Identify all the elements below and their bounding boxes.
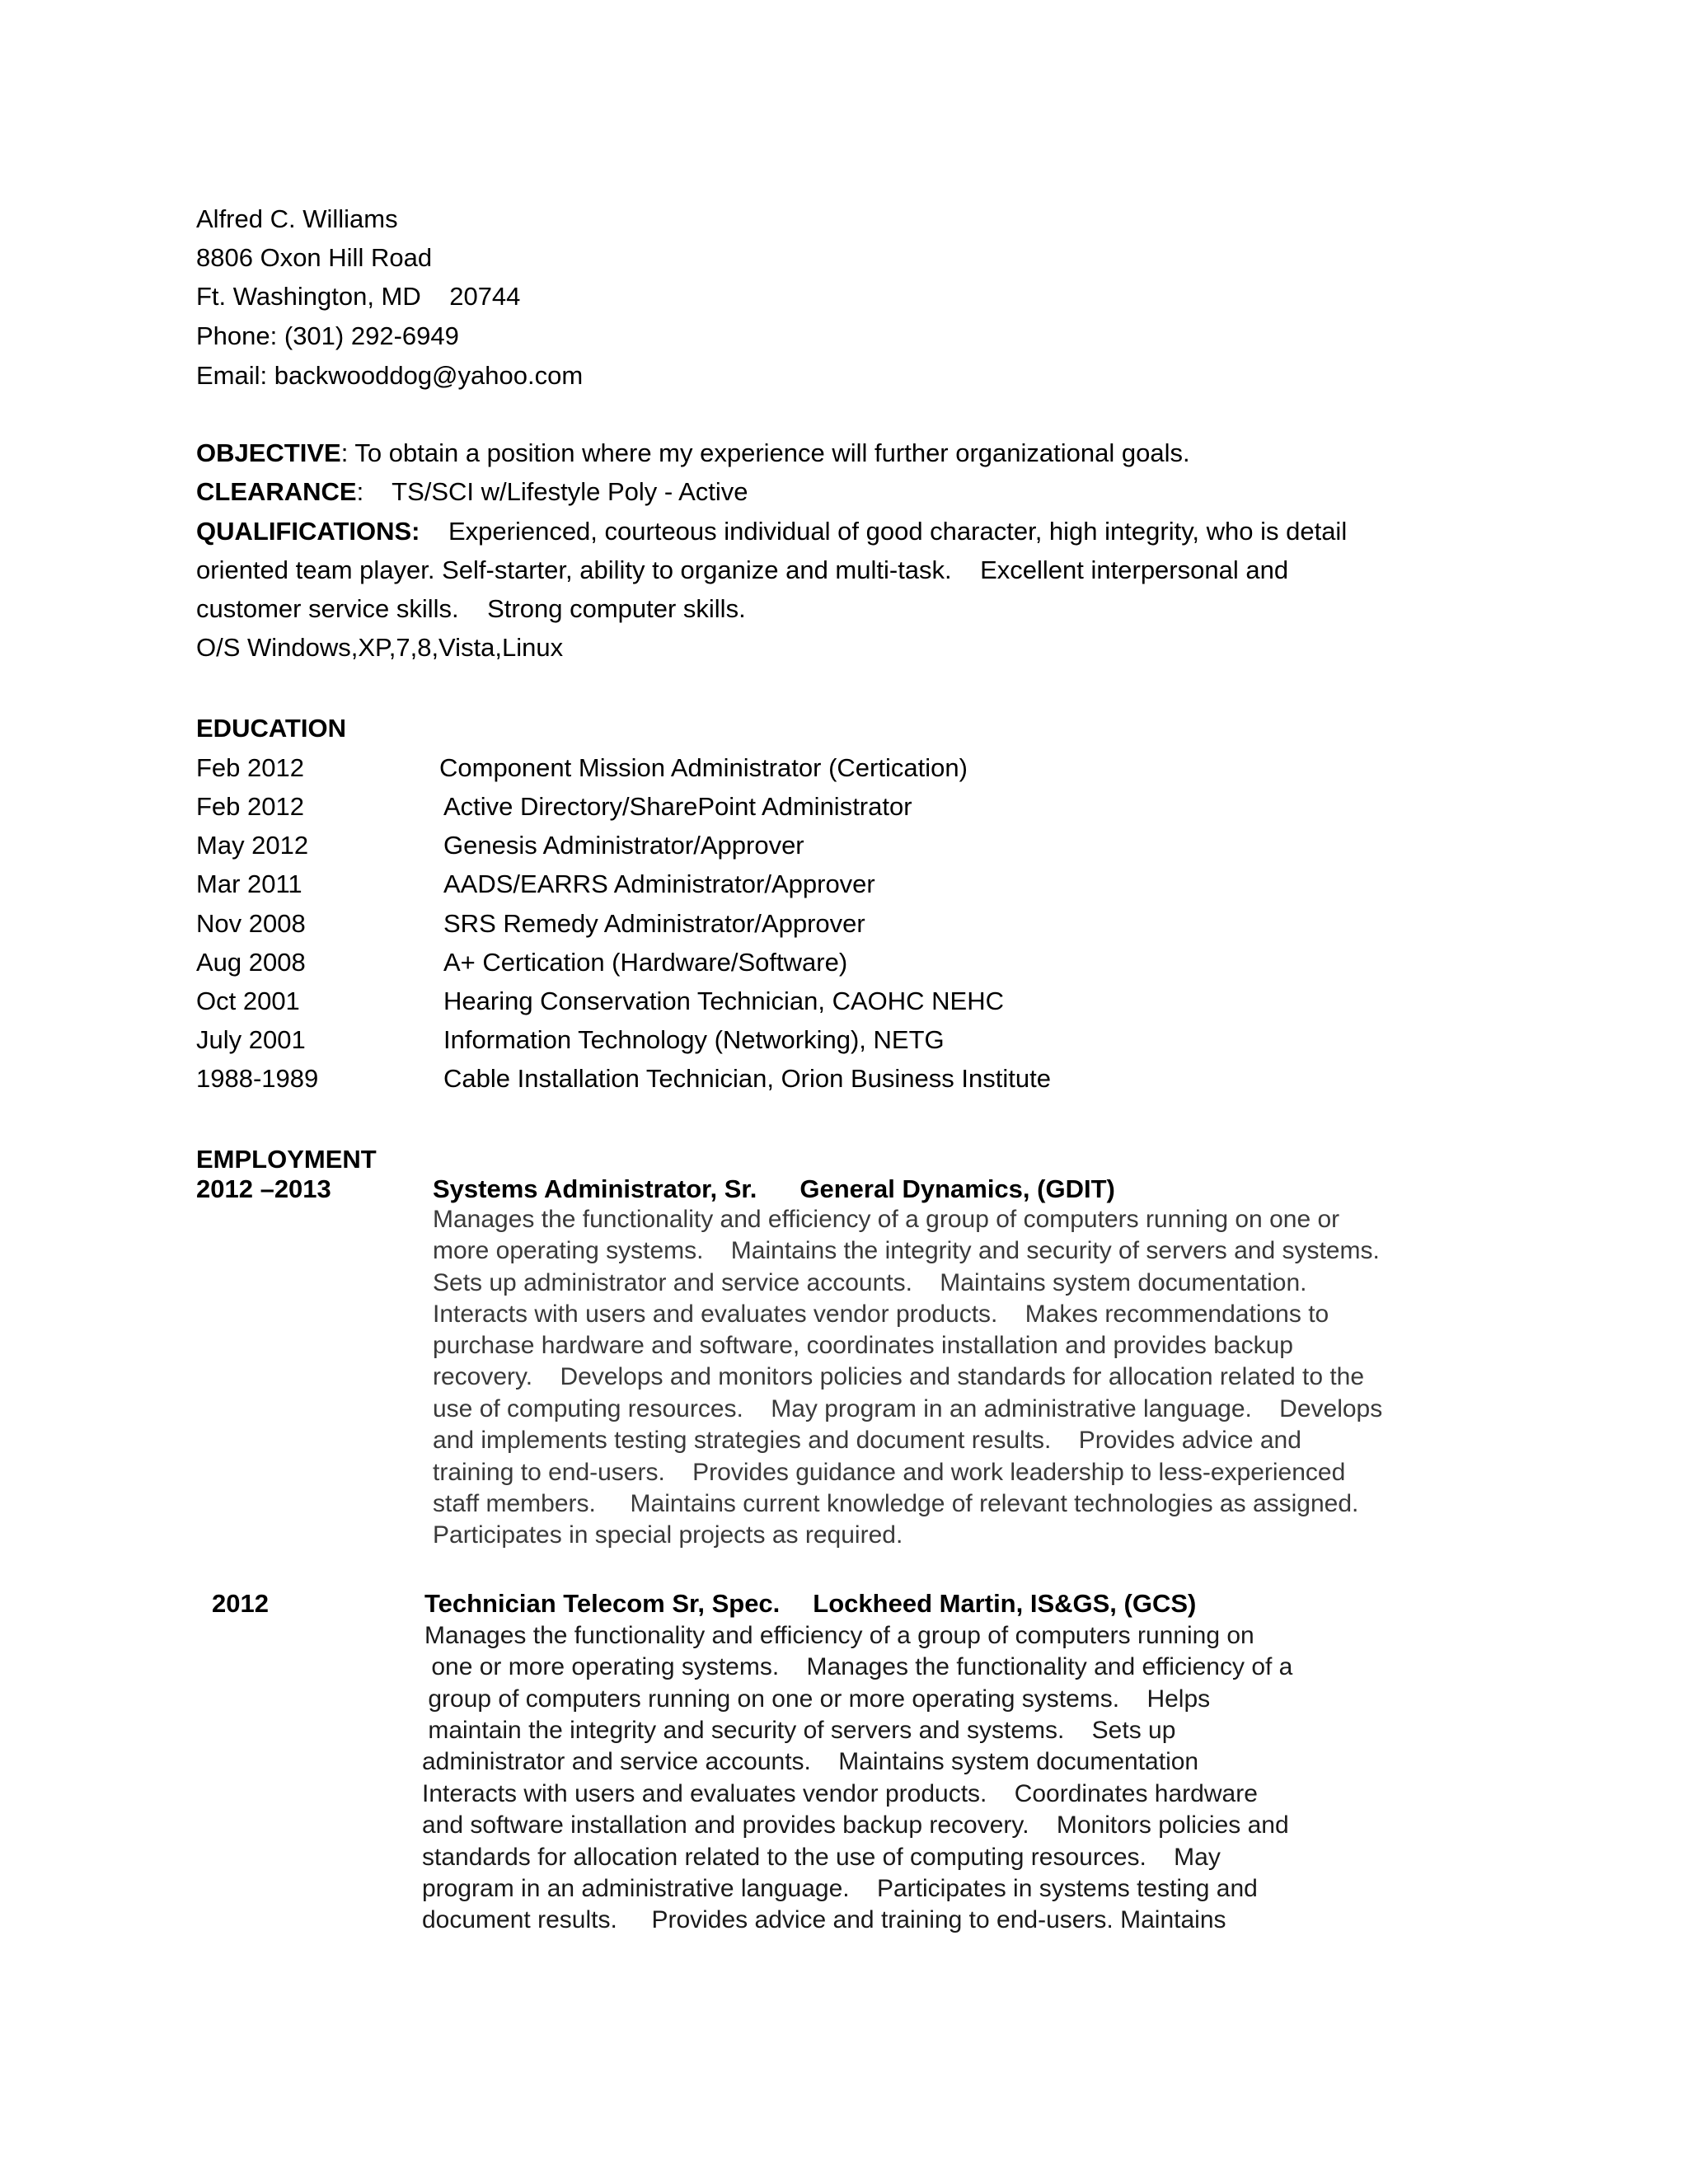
objective-line xyxy=(196,437,1190,470)
job-description-line: Sets up administrator and service accounts. Maintains system documentation. xyxy=(433,1269,1307,1296)
job-description-line: program in an administrative language. Participates in systems testing and xyxy=(422,1875,1258,1902)
contact-city: Ft. Washington, MD 20744 xyxy=(196,282,521,311)
job-description-line: staff members. Maintains current knowledge of relevant technologies as assigned. xyxy=(433,1490,1359,1517)
job-description-line: Participates in special projects as required. xyxy=(433,1521,903,1549)
education-item: Genesis Administrator/Approver xyxy=(443,831,804,860)
qualifications-line-3: customer service skills. Strong computer skills. xyxy=(196,594,746,623)
contact-street: 8806 Oxon Hill Road xyxy=(196,243,433,272)
job-company: General Dynamics, (GDIT) xyxy=(799,1174,1115,1203)
job-description-line: and software installation and provides backup recovery. Monitors policies and xyxy=(422,1811,1289,1839)
job-company: Lockheed Martin, IS&GS, (GCS) xyxy=(813,1589,1197,1618)
job-years: 2012 xyxy=(212,1589,269,1618)
job-header xyxy=(424,1587,1196,1620)
education-date: Aug 2008 xyxy=(196,948,306,977)
job-description-line: Manages the functionality and efficiency of a group of computers running on xyxy=(424,1622,1254,1649)
objective-label: OBJECTIVE xyxy=(196,438,341,467)
job-description-line: one or more operating systems. Manages the functionality and efficiency of a xyxy=(424,1653,1293,1680)
education-row xyxy=(196,946,1185,979)
job-description-line: Manages the functionality and efficiency of a group of computers running on one or xyxy=(433,1206,1340,1233)
job-description-line: purchase hardware and software, coordinates installation and provides backup xyxy=(433,1332,1293,1359)
job-description-line: and implements testing strategies and document results. Provides advice and xyxy=(433,1427,1301,1454)
education-row xyxy=(196,1024,1185,1057)
job-description-line: group of computers running on one or more operating systems. Helps xyxy=(421,1685,1211,1713)
education-date: Oct 2001 xyxy=(196,987,300,1015)
job-description-line: standards for allocation related to the use of computing resources. May xyxy=(422,1844,1221,1871)
education-item: Cable Installation Technician, Orion Business Institute xyxy=(443,1064,1051,1093)
education-row xyxy=(196,985,1185,1018)
contact-name: Alfred C. Williams xyxy=(196,204,398,233)
job-description-line: use of computing resources. May program in an administrative language. Develops xyxy=(433,1395,1383,1422)
education-date: Nov 2008 xyxy=(196,909,306,938)
education-date: 1988-1989 xyxy=(196,1064,319,1093)
job-description-line: maintain the integrity and security of servers and systems. Sets up xyxy=(421,1717,1176,1744)
employment-heading: EMPLOYMENT xyxy=(196,1145,377,1174)
clearance-label: CLEARANCE xyxy=(196,477,357,506)
education-date: May 2012 xyxy=(196,831,309,860)
job-description-line: Interacts with users and evaluates vendor products. Makes recommendations to xyxy=(433,1301,1329,1328)
education-date: Mar 2011 xyxy=(196,869,302,898)
contact-email: Email: backwooddog@yahoo.com xyxy=(196,361,584,390)
education-row xyxy=(196,907,1185,940)
education-row xyxy=(196,868,1185,901)
education-item: SRS Remedy Administrator/Approver xyxy=(443,909,865,938)
job-header xyxy=(433,1173,1115,1206)
qualifications-label: QUALIFICATIONS: xyxy=(196,517,420,546)
education-item: Active Directory/SharePoint Administrator xyxy=(443,792,912,821)
job-title: Technician Telecom Sr, Spec. xyxy=(424,1589,781,1618)
education-date: Feb 2012 xyxy=(196,753,304,782)
education-date: July 2001 xyxy=(196,1025,306,1054)
education-item: AADS/EARRS Administrator/Approver xyxy=(443,869,875,898)
job-description-line: more operating systems. Maintains the integrity and security of servers and systems. xyxy=(433,1237,1380,1264)
education-item: A+ Certication (Hardware/Software) xyxy=(443,948,848,977)
education-heading: EDUCATION xyxy=(196,714,346,743)
education-row xyxy=(196,1062,1185,1095)
job-description-line: administrator and service accounts. Maintains system documentation xyxy=(422,1748,1199,1775)
education-row xyxy=(196,790,1185,823)
job-description-line: document results. Provides advice and training to end-users. Maintains xyxy=(422,1906,1226,1933)
job-years: 2012 –2013 xyxy=(196,1174,331,1203)
objective-text: : To obtain a position where my experience will further organizational goals. xyxy=(340,438,1190,467)
education-item: Information Technology (Networking), NETG xyxy=(443,1025,945,1054)
education-date: Feb 2012 xyxy=(196,792,304,821)
qualifications-os-line: O/S Windows,XP,7,8,Vista,Linux xyxy=(196,633,564,662)
clearance-line xyxy=(196,476,748,509)
education-row xyxy=(196,752,1185,785)
qualifications-line-2: oriented team player. Self-starter, ability to organize and multi-task. Excellent interpersonal and xyxy=(196,555,1289,584)
contact-phone: Phone: (301) 292-6949 xyxy=(196,321,459,350)
education-item: Component Mission Administrator (Certication) xyxy=(439,753,968,782)
qualifications-line-1 xyxy=(196,515,1347,548)
job-description-line: recovery. Develops and monitors policies and standards for allocation related to the xyxy=(433,1363,1365,1390)
education-item: Hearing Conservation Technician, CAOHC NEHC xyxy=(443,987,1004,1015)
qualifications-text-1: Experienced, courteous individual of good character, high integrity, who is detail xyxy=(420,517,1348,546)
job-title: Systems Administrator, Sr. xyxy=(433,1174,757,1203)
clearance-text: : TS/SCI w/Lifestyle Poly - Active xyxy=(356,477,748,506)
job-description-line: Interacts with users and evaluates vendor products. Coordinates hardware xyxy=(422,1780,1258,1807)
education-row xyxy=(196,829,1185,862)
job-description-line: training to end-users. Provides guidance and work leadership to less-experienced xyxy=(433,1459,1346,1486)
